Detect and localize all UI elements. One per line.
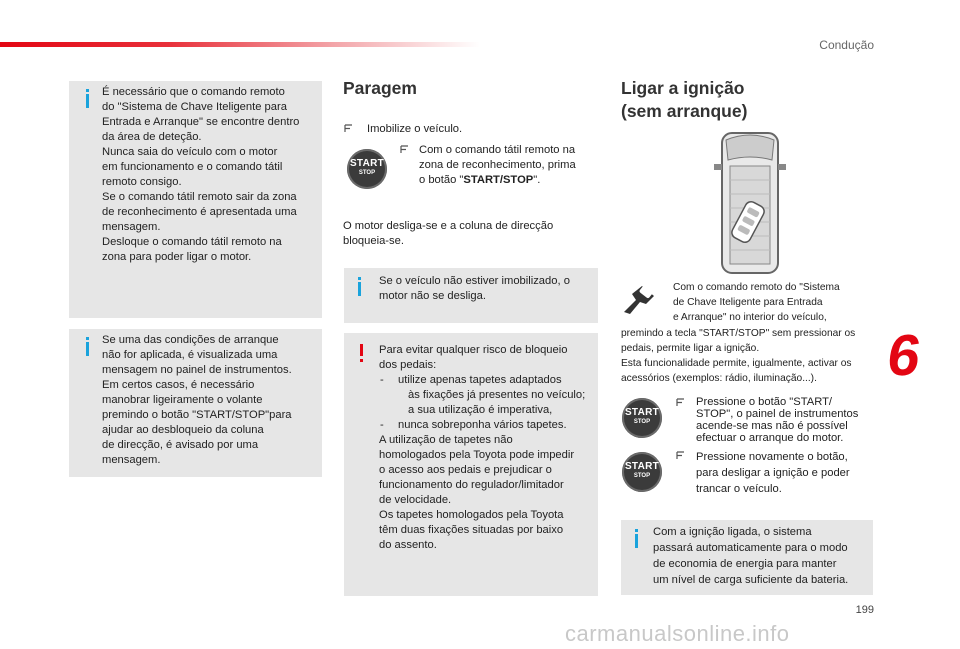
text-line: Em certos casos, é necessário: [102, 379, 255, 391]
list-dash: -: [380, 419, 384, 431]
watermark: carmanualsonline.info: [565, 621, 790, 646]
text-line: Se o comando tátil remoto sair da zona: [102, 191, 297, 203]
text-line: têm duas fixações situadas por baixo: [379, 524, 564, 536]
info-box-not-immobilized-text: [379, 274, 595, 304]
text-line: efectuar o arranque do motor.: [696, 432, 844, 444]
info-icon: [635, 534, 638, 548]
info-box-energy-saving-text: [653, 524, 873, 588]
text-line: de economia de energia para manter: [653, 558, 837, 570]
list-item-text: nunca sobreponha vários tapetes.: [398, 419, 567, 431]
step-press-start-stop: [419, 143, 589, 188]
text-line: Desloque o comando tátil remoto na: [102, 236, 282, 248]
text-line: mensagem.: [102, 454, 161, 466]
text-line: Com o comando remoto do "Sistema: [673, 282, 840, 293]
text-line: do assento.: [379, 539, 437, 551]
start-label: START: [624, 461, 660, 472]
text-line: premindo a tecla "START/STOP" sem pressionar os: [621, 328, 856, 339]
text-line: Com a ignição ligada, o sistema: [653, 526, 812, 538]
text-line: o acesso aos pedais e prejudicar o: [379, 464, 552, 476]
text-line: A utilização de tapetes não: [379, 434, 513, 446]
section-heading-ignition: [621, 77, 747, 123]
text-line: de reconhecimento é apresentada uma: [102, 206, 297, 218]
text-line: pedais, permite ligar a ignição.: [621, 343, 760, 354]
text-line: Nunca saia do veículo com o motor: [102, 146, 278, 158]
info-box-energy-saving: [621, 520, 873, 595]
text-line: homologados pela Toyota pode impedir: [379, 449, 575, 461]
warning-box-text: [379, 343, 595, 553]
text-line: para desligar a ignição e poder: [696, 467, 850, 479]
stop-label: STOP: [358, 170, 376, 176]
bullet-icon: [676, 451, 685, 463]
text-line: Pressione novamente o botão,: [696, 451, 848, 463]
text-line: de direcção, é avisado por uma: [102, 439, 259, 451]
start-label: START: [624, 407, 660, 418]
text-line: acende-se mas não é possível: [696, 420, 848, 432]
text-line: STOP", o painel de instrumentos: [696, 408, 859, 420]
text-line: em funcionamento e o comando tátil: [102, 161, 283, 173]
section-title: Condução: [819, 38, 874, 52]
bullet-icon: [400, 145, 409, 157]
text-line: Pressione o botão "START/: [696, 396, 833, 408]
text-line: motor não se desliga.: [379, 290, 486, 302]
text-line: manobrar ligeiramente o volante: [102, 394, 263, 406]
remote-key-explanation-continued: [621, 326, 881, 386]
header-accent-bar: [0, 42, 480, 47]
text-line: a sua utilização é imperativa,: [408, 404, 553, 416]
text-line: e Arranque" no interior do veículo,: [673, 312, 827, 323]
text-line: passará automaticamente para o modo: [653, 542, 848, 554]
text-line: zona para poder ligar o motor.: [102, 251, 252, 263]
text-line: funcionamento do regulador/limitador: [379, 479, 564, 491]
info-box-detection: [69, 81, 322, 318]
text-line: Entrada e Arranque" se encontre dentro: [102, 116, 300, 128]
info-box-not-immobilized: [344, 268, 598, 323]
text-line: [419, 173, 589, 188]
text-line: de Chave Iteligente para Entrada: [673, 297, 823, 308]
remote-key-in-hand-icon: [620, 282, 660, 316]
info-box-start-conditions: [69, 329, 322, 477]
step-immobilize: Imobilize o veículo.: [367, 123, 463, 135]
info-icon: [86, 94, 89, 108]
page-number: 199: [855, 604, 874, 616]
list-item: [379, 373, 595, 418]
text-line: acessórios (exemplos: rádio, iluminação...).: [621, 373, 817, 384]
text-line: mensagem no painel de instrumentos.: [102, 364, 292, 376]
text-line: Para evitar qualquer risco de bloqueio: [379, 344, 568, 356]
warning-icon: [360, 344, 363, 356]
step-press-ignition-off: [696, 449, 876, 497]
text-line: mensagem.: [102, 221, 161, 233]
text-line: Os tapetes homologados pela Toyota: [379, 509, 564, 521]
text-line: trancar o veículo.: [696, 483, 782, 495]
stop-label: STOP: [633, 419, 651, 425]
vehicle-top-view-illustration: [700, 130, 800, 278]
heading-line: Ligar a ignição: [621, 78, 745, 98]
text-line: ajudar ao desbloqueio da coluna: [102, 424, 264, 436]
step-press-ignition-on: [696, 396, 876, 444]
info-icon: [358, 282, 361, 296]
start-stop-button-icon: [622, 452, 662, 492]
text-line: dos pedais:: [379, 359, 437, 371]
text-line: da área de deteção.: [102, 131, 202, 143]
text-line: zona de reconhecimento, prima: [419, 159, 576, 171]
text-fragment: o botão ": [419, 174, 464, 186]
text-line: utilize apenas tapetes adaptados: [398, 374, 562, 386]
list-item-text: [379, 373, 595, 418]
info-box-detection-text: [102, 85, 320, 265]
text-line: de velocidade.: [379, 494, 452, 506]
text-line: Com o comando tátil remoto na: [419, 144, 576, 156]
bullet-icon: [344, 124, 353, 136]
text-fragment: ".: [533, 174, 541, 186]
stop-label: STOP: [633, 473, 651, 479]
start-stop-button-icon: [622, 398, 662, 438]
chapter-number: 6: [883, 323, 925, 388]
start-label: START: [349, 158, 385, 169]
list-dash: -: [380, 374, 384, 386]
remote-key-explanation: [673, 280, 873, 325]
heading-line: (sem arranque): [621, 101, 748, 121]
text-line: É necessário que o comando remoto: [102, 86, 285, 98]
text-line: um nível de carga suficiente da bateria.: [653, 574, 849, 586]
text-line: Esta funcionalidade permite, igualmente, activar os: [621, 358, 852, 369]
engine-off-paragraph: [343, 219, 593, 249]
list-item: [379, 418, 595, 433]
start-stop-keyword: START/STOP: [463, 174, 534, 186]
section-heading-paragem: Paragem: [343, 78, 417, 98]
text-line: remoto consigo.: [102, 176, 182, 188]
text-line: Se uma das condições de arranque: [102, 334, 279, 346]
text-line: bloqueia-se.: [343, 235, 404, 247]
text-line: Se o veículo não estiver imobilizado, o: [379, 275, 570, 287]
text-line: não for aplicada, é visualizada uma: [102, 349, 278, 361]
info-box-start-conditions-text: [102, 333, 320, 468]
text-line: O motor desliga-se e a coluna de direcção: [343, 220, 554, 232]
text-line: do "Sistema de Chave Iteligente para: [102, 101, 287, 113]
start-stop-button-icon: [347, 149, 387, 189]
bullet-icon: [676, 398, 685, 410]
info-icon: [86, 342, 89, 356]
warning-box-floor-mats: [344, 333, 598, 596]
text-line: às fixações já presentes no veículo;: [408, 389, 586, 401]
text-line: premindo o botão "START/STOP"para: [102, 409, 292, 421]
